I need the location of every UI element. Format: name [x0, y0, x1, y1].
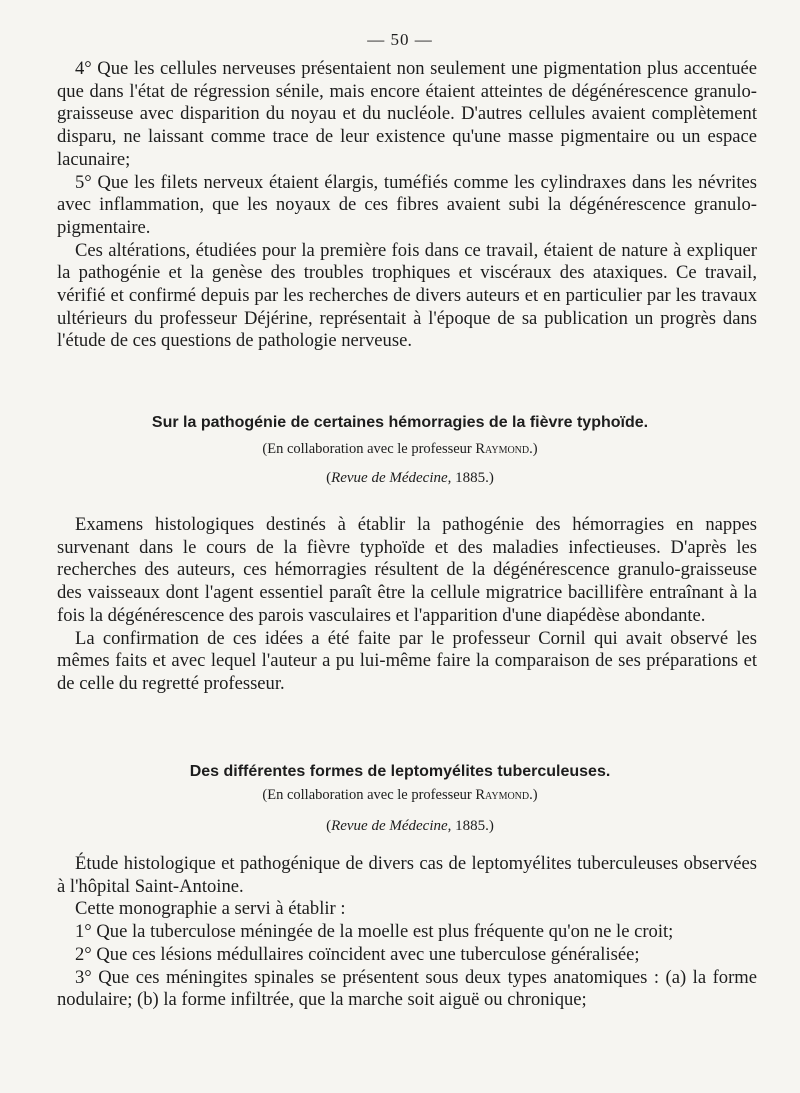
- intro-paragraph-2: 5° Que les filets nerveux étaient élargis, tuméfiés comme les cylindraxes dans les névrites avec inflammation, que les noyaux de ces fibres avaient subi la dégénérescence granulo-pigmentaire.: [57, 171, 757, 238]
- intro-paragraph-1: 4° Que les cellules nerveuses présentaient non seulement une pigmentation plus accentuée que dans l'état de régression sénile, mais encore étaient atteintes de dégénérescence granulo-graisseuse avec disparition du noyau et du nucléole. D'autres cellules avaient complètement disparu, ne laissant comme trace de leur existence qu'une masse pigmentaire ou un espace lacunaire;: [57, 58, 757, 170]
- section2-source: [310, 818, 510, 835]
- section2-source-year: , 1885.): [447, 818, 494, 834]
- section1-body: [57, 514, 757, 696]
- section1-collab-prefix: (En collaboration avec le professeur: [262, 441, 476, 457]
- section2-collab-prefix: (En collaboration avec le professeur: [262, 787, 476, 803]
- section1-collaboration: [0, 441, 800, 458]
- section2-list-item-2: 2° Que ces lésions médullaires coïncident avec une tuberculose généralisée;: [75, 943, 640, 965]
- intro-paragraph-3: Ces altérations, étudiées pour la première fois dans ce travail, étaient de nature à expliquer la pathogénie et la genèse des troubles trophiques et viscéraux des ataxiques. Ce travail, vérifié et confirmé depuis par les recherches de divers auteurs et en particulier par les travaux ultérieurs du professeur Déjérine, représentait à l'époque de sa publication un progrès dans l'étude de ces questions de pathologie nerveuse.: [57, 239, 757, 352]
- section2-title: Des différentes formes de leptomyélites tuberculeuses.: [189, 763, 611, 780]
- intro-block: [57, 58, 757, 353]
- section1-paragraph-2: La confirmation de ces idées a été faite par le professeur Cornil qui avait observé les mêmes faits et avec lequel l'auteur a pu lui-même faire la comparaison de ses préparations et de celle du regretté professeur.: [57, 627, 757, 694]
- section1-source-journal: Revue de Médecine: [331, 470, 448, 486]
- section2-paragraph-1: Étude histologique et pathogénique de divers cas de leptomyélites tuberculeuses observées à l'hôpital Saint-Antoine.: [57, 853, 757, 897]
- section2-list-item-1: 1° Que la tuberculose méningée de la moelle est plus fréquente qu'on ne le croit;: [75, 921, 674, 943]
- section2-source-journal: Revue de Médecine: [331, 818, 448, 834]
- section1-source-open: (: [326, 470, 332, 486]
- section1-collab-name: Raymond: [475, 441, 530, 457]
- section1-source-year: , 1885.): [447, 470, 494, 486]
- section2-source-open: (: [326, 818, 332, 834]
- section2-collaboration: [0, 787, 800, 804]
- page-number: — 50 —: [367, 30, 433, 49]
- section1-source: [310, 470, 510, 487]
- section1-collab-suffix: .): [529, 441, 538, 457]
- section2-collab-suffix: .): [529, 787, 538, 803]
- section2-collab-name: Raymond: [475, 787, 530, 803]
- section1-title: Sur la pathogénie de certaines hémorragies de la fièvre typhoïde.: [151, 414, 649, 431]
- section2-list-item-3: 3° Que ces méningites spinales se présentent sous deux types anatomiques : (a) la forme nodulaire; (b) la forme infiltrée, que la marche soit aiguë ou chronique;: [57, 966, 757, 1011]
- section1-paragraph-1: Examens histologiques destinés à établir la pathogénie des hémorragies en nappes survenant dans le cours de la fièvre typhoïde et des maladies infectieuses. D'après les recherches des auteurs, ces hémorragies résultent de la dégénérescence granulo-graisseuse des vaisseaux dont l'agent essentiel paraît être la cellule migratrice bacillifère entraînant à la fois la dégénérescence des parois vasculaires et l'apparition d'une diapédèse abondante.: [57, 514, 757, 626]
- section2-body: [57, 853, 757, 1012]
- section2-paragraph-2: Cette monographie a servi à établir :: [75, 898, 346, 920]
